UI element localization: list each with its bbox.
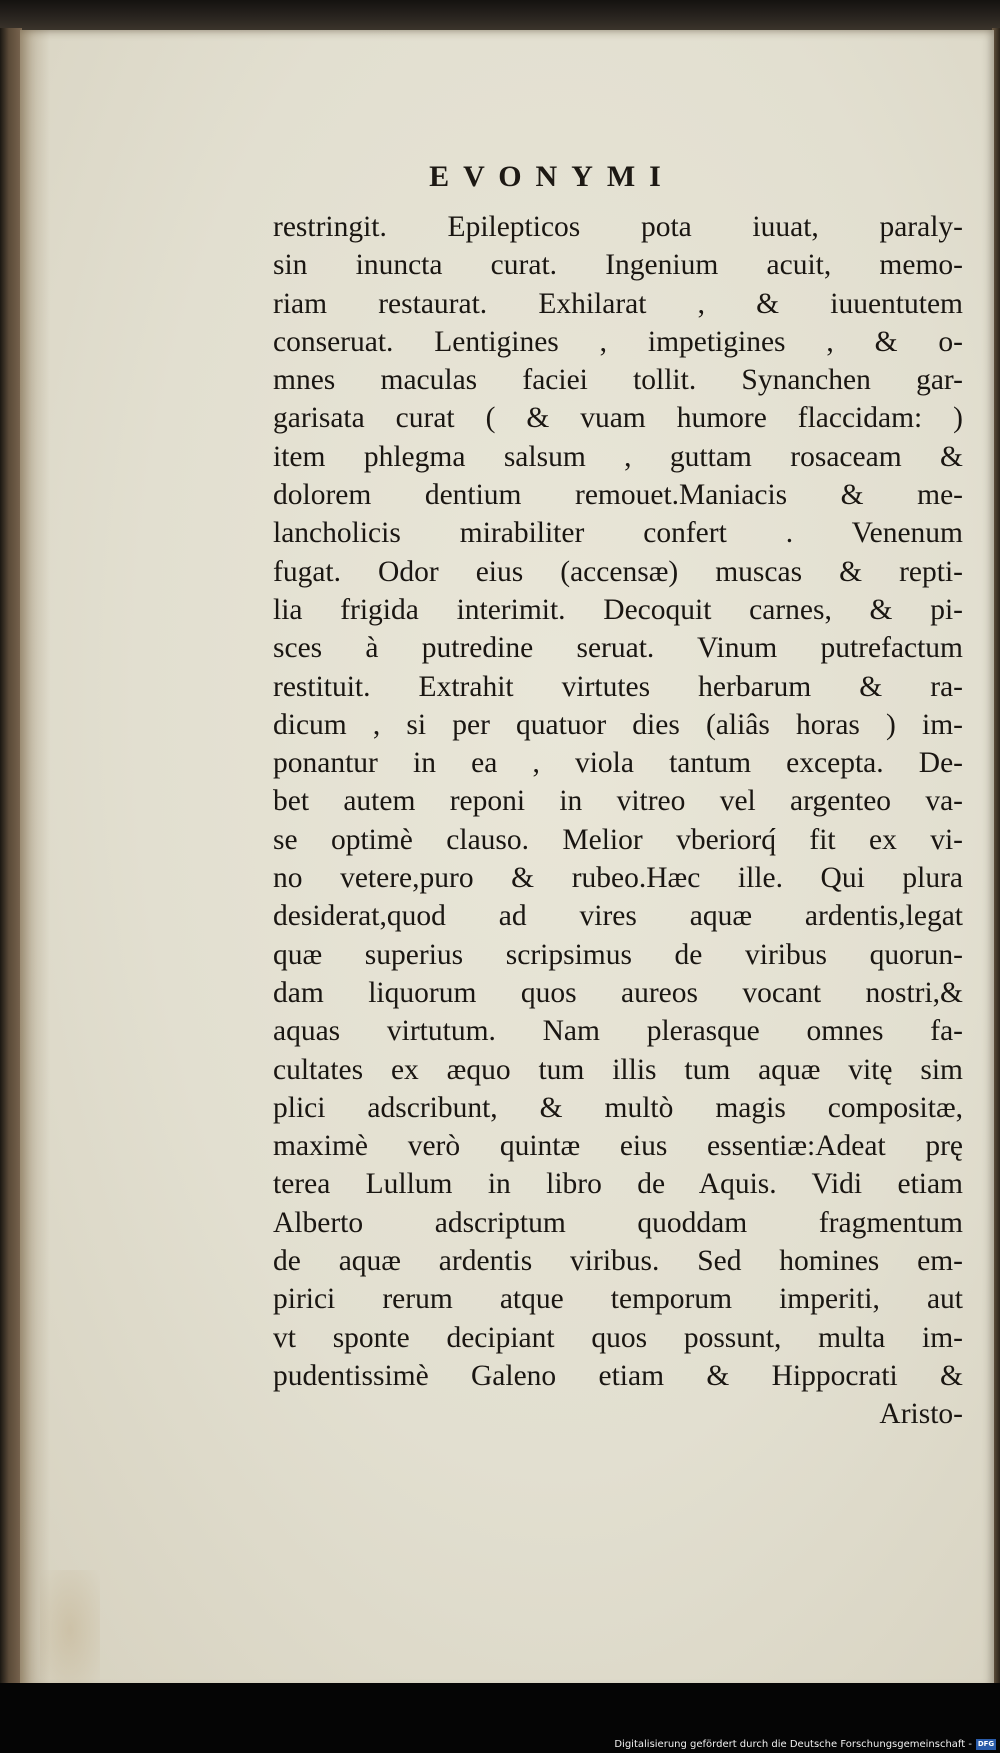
- text-line: Alberto adscriptum quoddam fragmentum: [273, 1206, 963, 1239]
- text-line: sin inuncta curat. Ingenium acuit, memo-: [273, 249, 963, 282]
- book-top-edge: [0, 0, 1000, 30]
- text-line: lancholicis mirabiliter confert . Venenum: [273, 517, 963, 550]
- text-line: de aquæ ardentis viribus. Sed homines em-: [273, 1245, 963, 1278]
- text-line: desiderat,quod ad vires aquæ ardentis,legat: [273, 900, 963, 933]
- text-line: conseruat. Lentigines , impetigines , & o-: [273, 325, 963, 358]
- text-line: lia frigida interimit. Decoquit carnes, & pi-: [273, 593, 963, 626]
- running-head: EVONYMI: [429, 160, 675, 193]
- text-line: sces à putredine seruat. Vinum putrefactum: [273, 632, 963, 665]
- text-line: bet autem reponi in vitreo vel argenteo va-: [273, 785, 963, 818]
- text-line: item phlegma salsum , guttam rosaceam &: [273, 440, 963, 473]
- text-line: cultates ex æquo tum illis tum aquæ vitę sim: [273, 1053, 963, 1086]
- text-line: ponantur in ea , viola tantum excepta. De-: [273, 747, 963, 780]
- text-line: restituit. Extrahit virtutes herbarum & ra-: [273, 670, 963, 703]
- book-page: [20, 30, 994, 1690]
- text-line: dolorem dentium remouet.Maniacis & me-: [273, 479, 963, 512]
- text-line: mnes maculas faciei tollit. Synanchen gar-: [273, 364, 963, 397]
- digitization-footer: [0, 1683, 1000, 1753]
- text-line: terea Lullum in libro de Aquis. Vidi etiam: [273, 1168, 963, 1201]
- text-line: aquas virtutum. Nam plerasque omnes fa-: [273, 1015, 963, 1048]
- text-line: pirici rerum atque temporum imperiti, aut: [273, 1283, 963, 1316]
- text-line: restringit. Epilepticos pota iuuat, paraly-: [273, 211, 963, 243]
- text-line: dicum , si per quatuor dies (aliâs horas ) im-: [273, 708, 963, 741]
- text-line: no vetere,puro & rubeo.Hæc ille. Qui plura: [273, 862, 963, 895]
- text-line: quæ superius scripsimus de viribus quorun-: [273, 938, 963, 971]
- text-line: pudentissimè Galeno etiam & Hippocrati &: [273, 1359, 963, 1392]
- text-line: Aristo-: [879, 1398, 963, 1431]
- funding-credit: Digitalisierung gefördert durch die Deutsche Forschungsgemeinschaft -: [614, 1739, 972, 1750]
- text-line: garisata curat ( & vuam humore flaccidam: ): [273, 402, 963, 435]
- text-line: se optimè clauso. Melior vberiorq́ fit ex vi-: [273, 823, 963, 856]
- book-binding-left: [0, 28, 22, 1683]
- text-line: vt sponte decipiant quos possunt, multa im-: [273, 1321, 963, 1354]
- text-line: riam restaurat. Exhilarat , & iuuentutem: [273, 287, 963, 320]
- text-line: dam liquorum quos aureos vocant nostri,&: [273, 976, 963, 1009]
- dfg-logo-icon: DFG: [977, 1740, 995, 1748]
- text-line: maximè verò quintæ eius essentiæ:Adeat prę: [273, 1130, 963, 1163]
- paper-stain: [40, 1570, 100, 1690]
- body-text: [273, 208, 963, 1434]
- text-line: plici adscribunt, & multò magis compositæ,: [273, 1091, 963, 1124]
- text-line: fugat. Odor eius (accensæ) muscas & repti-: [273, 555, 963, 588]
